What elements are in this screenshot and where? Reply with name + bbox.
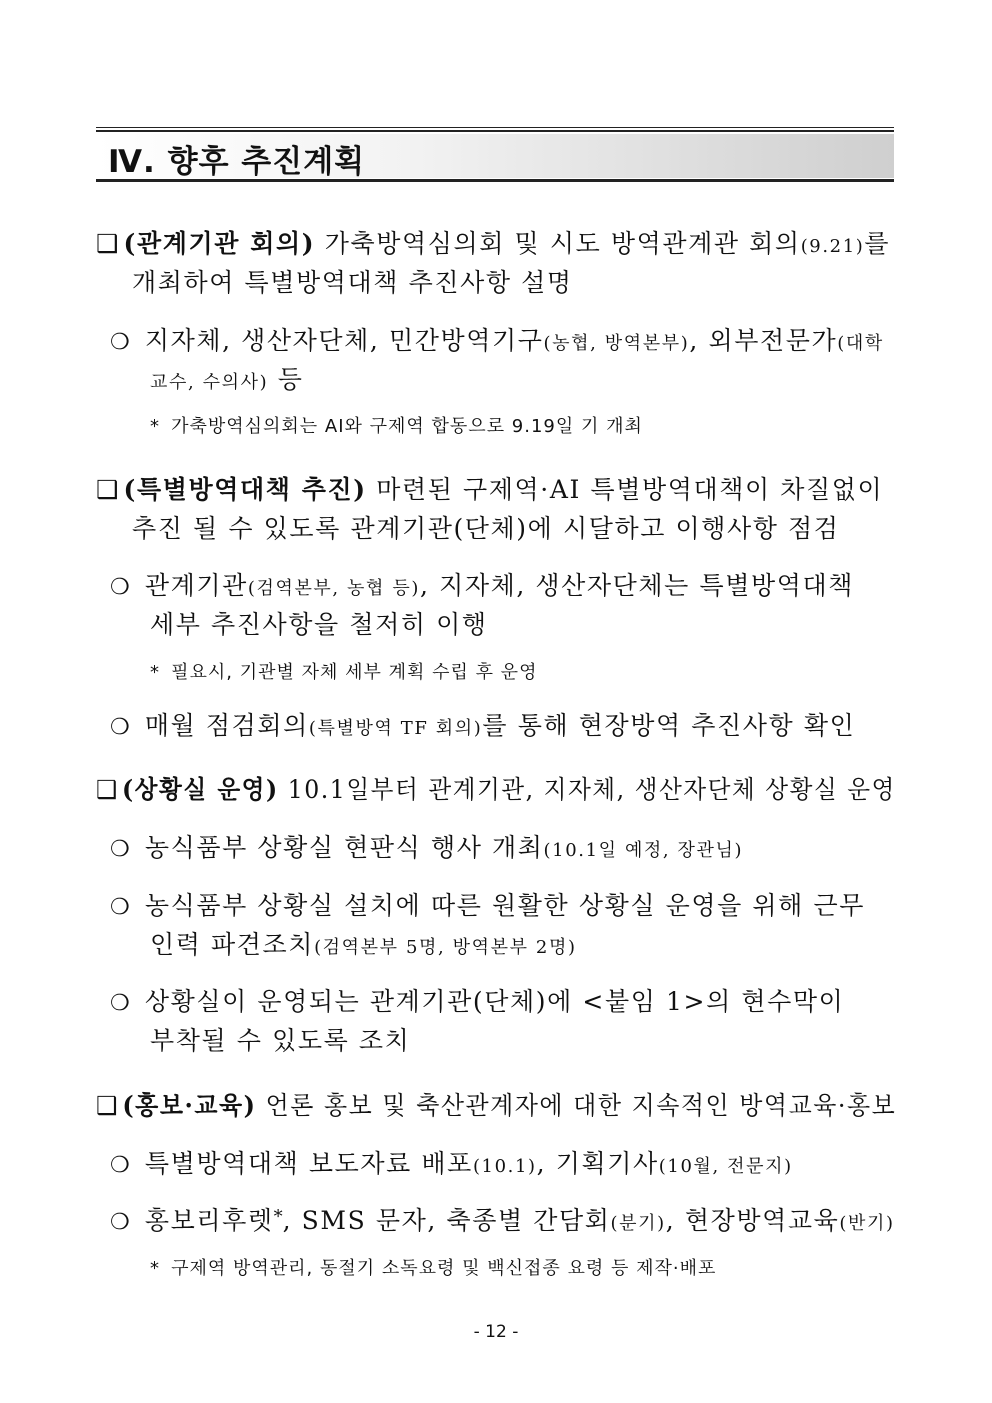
s3-c1-a: 농식품부 상황실 현판식 행사 개최 bbox=[144, 833, 544, 862]
s2-c2-a: 매월 점검회의 bbox=[144, 711, 309, 740]
s4-c1-line1 bbox=[110, 1144, 793, 1180]
s1-line1 bbox=[96, 224, 890, 260]
s2-text-line2: 추진 될 수 있도록 관계기관(단체)에 시달하고 이행사항 점검 bbox=[132, 514, 840, 543]
s1-c1-e: 교수, 수의사) bbox=[150, 372, 269, 393]
heading-rule-top bbox=[96, 127, 894, 128]
s1-c1-d: (대학 bbox=[837, 333, 884, 354]
s3-c1-line1 bbox=[110, 828, 743, 864]
circle-bullet-icon: ❍ bbox=[110, 895, 130, 920]
s3-tag: (상황실 운영) bbox=[121, 775, 279, 804]
s2-line2 bbox=[132, 509, 840, 545]
s3-c2-b: 인력 파견조치 bbox=[150, 930, 315, 959]
s3-text-a: 10.1일부터 관계기관, 지자체, 생산자단체 상황실 운영 bbox=[278, 775, 896, 804]
s1-note bbox=[150, 412, 643, 438]
s4-c2-a: 홍보리후렛 bbox=[144, 1206, 274, 1235]
s2-note bbox=[150, 658, 537, 684]
s3-c3-line2 bbox=[150, 1021, 410, 1057]
s3-c1-b: (10.1일 예정, 장관님) bbox=[543, 840, 744, 861]
s1-text-line2: 개최하여 특별방역대책 추진사항 설명 bbox=[132, 268, 573, 297]
s1-line2 bbox=[132, 263, 573, 299]
circle-bullet-icon: ❍ bbox=[110, 837, 130, 862]
circle-bullet-icon: ❍ bbox=[110, 1153, 130, 1178]
s1-c1-line2 bbox=[150, 360, 304, 396]
s2-c2-line1 bbox=[110, 706, 855, 742]
s4-c1-b: (10.1) bbox=[472, 1156, 537, 1177]
s2-tag: (특별방역대책 추진) bbox=[123, 475, 367, 504]
s1-note-text: 가축방역심의회는 AI와 구제역 합동으로 9.19일 기 개최 bbox=[171, 416, 643, 437]
s3-c3-a: 상황실이 운영되는 관계기관(단체)에 <붙임 1>의 현수막이 bbox=[144, 987, 845, 1016]
s4-c2-star: * bbox=[273, 1206, 283, 1228]
s4-c2-e: , 현장방역교육 bbox=[665, 1206, 840, 1235]
s1-c1-a: 지자체, 생산자단체, 민간방역기구 bbox=[144, 326, 544, 355]
circle-bullet-icon: ❍ bbox=[110, 330, 130, 355]
s1-text-c: 를 bbox=[864, 229, 891, 258]
square-bullet-icon: ❑ bbox=[96, 475, 119, 504]
s4-c2-line1 bbox=[110, 1201, 895, 1237]
s4-c2-c: , SMS 문자, 축종별 간담회 bbox=[282, 1206, 611, 1235]
s2-c1-line2 bbox=[150, 605, 488, 641]
s4-c1-c: , 기획기사 bbox=[536, 1149, 659, 1178]
s1-text-a: 가축방역심의회 및 시도 방역관계관 회의 bbox=[315, 229, 801, 258]
s4-line1 bbox=[96, 1086, 896, 1122]
s4-c1-d: (10월, 전문지) bbox=[658, 1156, 793, 1177]
heading-title: Ⅳ. 향후 추진계획 bbox=[108, 144, 366, 180]
note-asterisk: * bbox=[150, 1258, 160, 1279]
s2-c1-line1 bbox=[110, 566, 854, 602]
s2-c1-c: , 지자체, 생산자단체는 특별방역대책 bbox=[419, 571, 854, 600]
heading-rule-top-thick bbox=[96, 130, 894, 132]
s2-c1-b: (검역본부, 농협 등) bbox=[247, 578, 420, 599]
s4-text-a: 언론 홍보 및 축산관계자에 대한 지속적인 방역교육·홍보 bbox=[256, 1091, 897, 1120]
s3-c2-line1 bbox=[110, 886, 865, 922]
s4-note bbox=[150, 1254, 716, 1280]
s3-line1 bbox=[96, 770, 896, 806]
s1-tag: (관계기관 회의) bbox=[123, 229, 316, 258]
s4-c2-f: (반기) bbox=[839, 1213, 895, 1234]
s3-c2-line2 bbox=[150, 925, 577, 961]
section-heading bbox=[96, 127, 894, 183]
circle-bullet-icon: ❍ bbox=[110, 991, 130, 1016]
s3-c3-b: 부착될 수 있도록 조치 bbox=[150, 1026, 411, 1055]
s3-c3-line1 bbox=[110, 982, 844, 1018]
s2-c1-d: 세부 추진사항을 철저히 이행 bbox=[150, 610, 488, 639]
s4-c2-d: (분기) bbox=[610, 1213, 666, 1234]
s4-note-text: 구제역 방역관리, 동절기 소독요령 및 백신접종 요령 등 제작·배포 bbox=[171, 1258, 717, 1279]
square-bullet-icon: ❑ bbox=[96, 1091, 118, 1120]
s3-c2-a: 농식품부 상황실 설치에 따른 원활한 상황실 운영을 위해 근무 bbox=[144, 891, 865, 920]
s2-note-text: 필요시, 기관별 자체 세부 계획 수립 후 운영 bbox=[171, 662, 538, 683]
circle-bullet-icon: ❍ bbox=[110, 575, 130, 600]
s2-line1 bbox=[96, 470, 883, 506]
s1-c1-f: 등 bbox=[268, 365, 304, 394]
s1-c1-line1 bbox=[110, 321, 884, 357]
s2-c2-b: (특별방역 TF 회의) bbox=[308, 718, 483, 739]
s2-text-a: 마련된 구제역·AI 특별방역대책이 차질없이 bbox=[366, 475, 884, 504]
s1-c1-c: , 외부전문가 bbox=[689, 326, 838, 355]
note-asterisk: * bbox=[150, 662, 160, 683]
square-bullet-icon: ❑ bbox=[96, 775, 118, 804]
page-number: - 12 - bbox=[473, 1322, 519, 1342]
s2-c1-a: 관계기관 bbox=[144, 571, 248, 600]
circle-bullet-icon: ❍ bbox=[110, 715, 130, 740]
note-asterisk: * bbox=[150, 416, 160, 437]
s3-c2-c: (검역본부 5명, 방역본부 2명) bbox=[314, 937, 577, 958]
square-bullet-icon: ❑ bbox=[96, 229, 119, 258]
s1-text-date: (9.21) bbox=[800, 236, 865, 257]
s1-c1-b: (농협, 방역본부) bbox=[543, 333, 690, 354]
s4-c1-a: 특별방역대책 보도자료 배포 bbox=[144, 1149, 473, 1178]
s4-tag: (홍보·교육) bbox=[122, 1091, 257, 1120]
s2-c2-c: 를 통해 현장방역 추진사항 확인 bbox=[482, 711, 856, 740]
circle-bullet-icon: ❍ bbox=[110, 1210, 130, 1235]
